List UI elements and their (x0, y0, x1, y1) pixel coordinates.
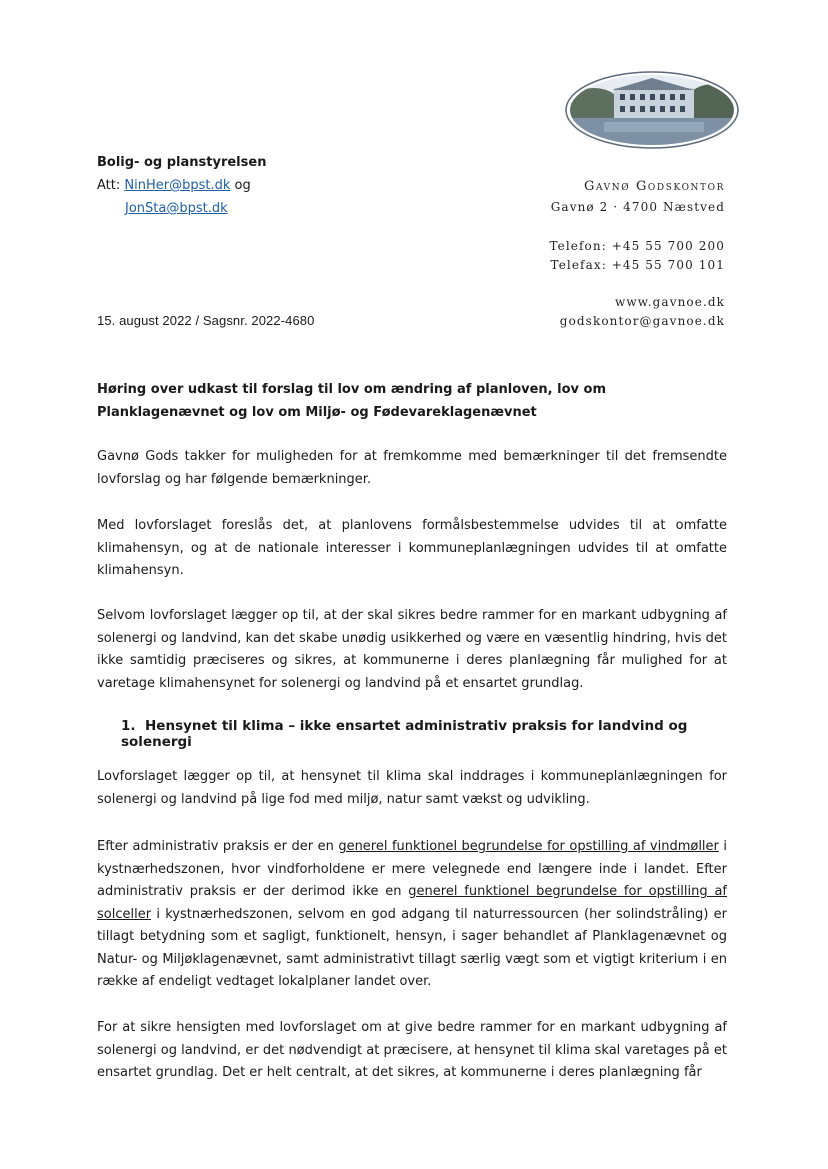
paragraph-2: Med lovforslaget foreslås det, at planlovens formålsbestemmelse udvides til at omfatte klimahensyn, og at de nationale interesser i kommuneplanlægningen udvides til at omfatte klimahensyn. (97, 518, 727, 578)
sender-name: Gavnø Godskontor (584, 179, 725, 194)
recipient-org: Bolig- og planstyrelsen (97, 155, 267, 170)
recipient-email2-line (97, 197, 266, 220)
section-heading-text: Hensynet til klima – ikke ensartet administrativ praksis for landvind og solenergi (121, 718, 688, 750)
att-label: Att: (97, 178, 121, 193)
date-case-line: 15. august 2022 / Sagsnr. 2022-4680 (97, 313, 315, 328)
sender-phone: Telefon: +45 55 700 200 (549, 239, 725, 253)
p5-underline-sol: generel funktionel begrundelse for opstilling af solceller (97, 884, 727, 922)
paragraph-6: For at sikre hensigten med lovforslaget om at give bedre rammer for en markant udbygning af solenergi og landvind, er det nødvendigt at præcisere, at hensynet til klima skal varetages på et ensartet grundlag. Det er helt centralt, at det sikres, at kommunerne i deres planlægning får (97, 1020, 727, 1080)
section-number: 1. (121, 718, 136, 734)
sender-email: godskontor@gavnoe.dk (559, 314, 725, 328)
sender-block (549, 176, 725, 331)
paragraph-4: Lovforslaget lægger op til, at hensynet til klima skal inddrages i kommuneplanlægningen for solenergi og landvind på lige fod med miljø, natur samt vækst og udvikling. (97, 769, 727, 807)
sender-fax: Telefax: +45 55 700 101 (550, 258, 725, 272)
p5-text-c: i kystnærhedszonen, selvom en god adgang til naturressourcen (her solindstråling) er tillagt betydning som et sagligt, funktionelt, hensyn, i sager behandlet af Planklagenævnet og Natur- og Miljøklagenævnet, samt administrativt tillagt særlig vægt som et vigtigt kriterium i en række af endeligt vedtaget lokalplaner landet over. (97, 906, 727, 989)
email-link-jonsta[interactable]: JonSta@bpst.dk (125, 201, 228, 216)
og-text: og (234, 178, 251, 193)
p5-text-a: Efter administrativ praksis er der en (97, 839, 339, 854)
sender-web: www.gavnoe.dk (615, 295, 725, 309)
paragraph-5 (97, 836, 727, 994)
paragraph-3: Selvom lovforslaget lægger op til, at der skal sikres bedre rammer for en markant udbygning af solenergi og landvind, kan det skabe unødig usikkerhed og være en væsentlig hindring, hvis det ikke samtidig præciseres og sikres, at kommunerne i deres planlægning får mulighed for at varetage klimahensynet for solenergi og landvind på et ensartet grundlag. (97, 608, 727, 691)
recipient-att-line (97, 174, 266, 197)
email-link-ninher[interactable]: NinHer@bpst.dk (124, 178, 231, 193)
gavnoe-logo (564, 70, 740, 150)
p5-text-b: i kystnærhedszonen, hvor vindforholdene er mere velegnede end længere inde i landet. Efter administrativ praksis er der derimod ikke en (97, 839, 727, 899)
section-1-heading (121, 718, 741, 750)
p5-underline-vind: generel funktionel begrundelse for opstilling af vindmøller (338, 839, 719, 854)
recipient-block (97, 151, 266, 220)
paragraph-1: Gavnø Gods takker for muligheden for at fremkomme med bemærkninger til det fremsendte lovforslag og har følgende bemærkninger. (97, 449, 727, 487)
sender-address: Gavnø 2 · 4700 Næstved (550, 200, 725, 214)
manor-logo-icon (564, 70, 740, 150)
letter-title: Høring over udkast til forslag til lov om ændring af planloven, lov om Planklagenævnet og lov om Miljø- og Fødevareklagenævnet (97, 382, 607, 420)
